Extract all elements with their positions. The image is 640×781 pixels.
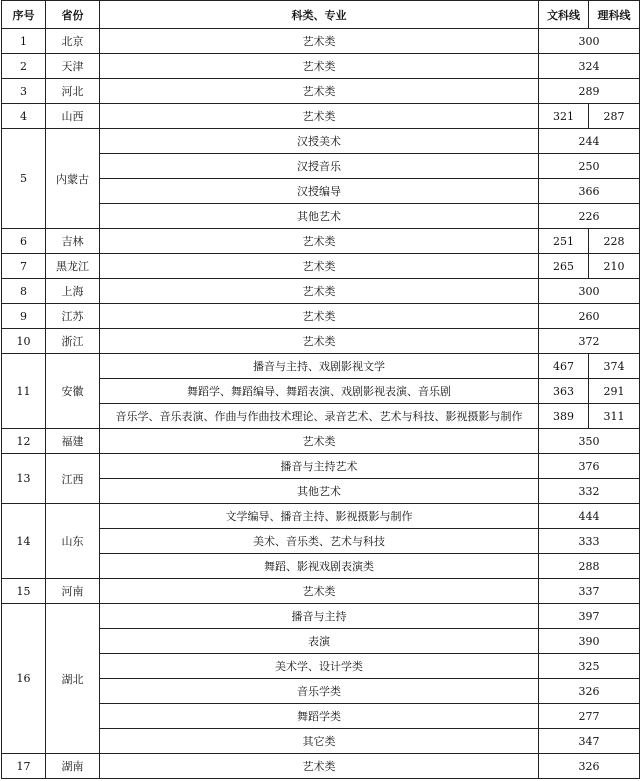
row-index: 3 xyxy=(2,79,46,104)
row-index: 2 xyxy=(2,54,46,79)
category-cell: 汉授美术 xyxy=(100,129,539,154)
row-index: 14 xyxy=(2,504,46,579)
score-cell: 366 xyxy=(539,179,640,204)
table-row xyxy=(2,754,640,779)
score-cell: 350 xyxy=(539,429,640,454)
category-cell: 艺术类 xyxy=(100,104,539,129)
category-cell: 其他艺术 xyxy=(100,479,539,504)
table-row xyxy=(2,504,640,529)
arts-score-cell: 321 xyxy=(539,104,589,129)
table-row xyxy=(2,579,640,604)
score-cell: 337 xyxy=(539,579,640,604)
score-cell: 250 xyxy=(539,154,640,179)
province-cell: 黑龙江 xyxy=(46,254,100,279)
table-body xyxy=(2,29,640,779)
table-row xyxy=(2,54,640,79)
category-cell: 艺术类 xyxy=(100,279,539,304)
category-cell: 艺术类 xyxy=(100,579,539,604)
category-cell: 美术、音乐类、艺术与科技 xyxy=(100,529,539,554)
province-cell: 江苏 xyxy=(46,304,100,329)
category-cell: 其它类 xyxy=(100,729,539,754)
row-index: 17 xyxy=(2,754,46,779)
table-row xyxy=(2,604,640,629)
table-row xyxy=(2,104,640,129)
category-cell: 表演 xyxy=(100,629,539,654)
score-cell: 324 xyxy=(539,54,640,79)
category-cell: 播音与主持、戏剧影视文学 xyxy=(100,354,539,379)
category-cell: 艺术类 xyxy=(100,329,539,354)
category-cell: 其他艺术 xyxy=(100,204,539,229)
province-cell: 湖南 xyxy=(46,754,100,779)
row-index: 6 xyxy=(2,229,46,254)
province-cell: 北京 xyxy=(46,29,100,54)
score-cell: 333 xyxy=(539,529,640,554)
science-score-cell: 228 xyxy=(589,229,640,254)
row-index: 4 xyxy=(2,104,46,129)
category-cell: 艺术类 xyxy=(100,429,539,454)
category-cell: 艺术类 xyxy=(100,229,539,254)
province-cell: 河北 xyxy=(46,79,100,104)
row-index: 12 xyxy=(2,429,46,454)
score-cell: 277 xyxy=(539,704,640,729)
province-cell: 山东 xyxy=(46,504,100,579)
arts-score-cell: 265 xyxy=(539,254,589,279)
score-cell: 397 xyxy=(539,604,640,629)
table-row xyxy=(2,279,640,304)
category-cell: 播音与主持艺术 xyxy=(100,454,539,479)
row-index: 11 xyxy=(2,354,46,429)
category-cell: 艺术类 xyxy=(100,254,539,279)
province-cell: 内蒙古 xyxy=(46,129,100,229)
table-row xyxy=(2,429,640,454)
score-cell: 390 xyxy=(539,629,640,654)
category-cell: 音乐学、音乐表演、作曲与作曲技术理论、录音艺术、艺术与科技、影视摄影与制作 xyxy=(100,404,539,429)
score-cell: 444 xyxy=(539,504,640,529)
science-score-cell: 311 xyxy=(589,404,640,429)
category-cell: 艺术类 xyxy=(100,304,539,329)
header-arts: 文科线 xyxy=(539,1,589,29)
score-cell: 372 xyxy=(539,329,640,354)
header-index: 序号 xyxy=(2,1,46,29)
science-score-cell: 291 xyxy=(589,379,640,404)
category-cell: 播音与主持 xyxy=(100,604,539,629)
table-row xyxy=(2,329,640,354)
row-index: 5 xyxy=(2,129,46,229)
category-cell: 舞蹈、影视戏剧表演类 xyxy=(100,554,539,579)
category-cell: 汉授编导 xyxy=(100,179,539,204)
arts-score-cell: 251 xyxy=(539,229,589,254)
header-science: 理科线 xyxy=(589,1,640,29)
score-cell: 288 xyxy=(539,554,640,579)
arts-score-cell: 363 xyxy=(539,379,589,404)
score-cell: 376 xyxy=(539,454,640,479)
score-table xyxy=(1,0,640,779)
arts-score-cell: 389 xyxy=(539,404,589,429)
table-row xyxy=(2,229,640,254)
province-cell: 湖北 xyxy=(46,604,100,754)
row-index: 7 xyxy=(2,254,46,279)
table-row xyxy=(2,254,640,279)
province-cell: 福建 xyxy=(46,429,100,454)
science-score-cell: 287 xyxy=(589,104,640,129)
row-index: 9 xyxy=(2,304,46,329)
table-row xyxy=(2,79,640,104)
arts-score-cell: 467 xyxy=(539,354,589,379)
score-cell: 300 xyxy=(539,29,640,54)
row-index: 8 xyxy=(2,279,46,304)
science-score-cell: 374 xyxy=(589,354,640,379)
row-index: 10 xyxy=(2,329,46,354)
category-cell: 艺术类 xyxy=(100,29,539,54)
category-cell: 文学编导、播音主持、影视摄影与制作 xyxy=(100,504,539,529)
score-cell: 289 xyxy=(539,79,640,104)
table-row xyxy=(2,354,640,379)
row-index: 16 xyxy=(2,604,46,754)
province-cell: 河南 xyxy=(46,579,100,604)
header-row xyxy=(2,1,640,29)
row-index: 15 xyxy=(2,579,46,604)
row-index: 1 xyxy=(2,29,46,54)
score-cell: 326 xyxy=(539,754,640,779)
header-category: 科类、专业 xyxy=(100,1,539,29)
province-cell: 浙江 xyxy=(46,329,100,354)
score-cell: 300 xyxy=(539,279,640,304)
score-cell: 244 xyxy=(539,129,640,154)
category-cell: 舞蹈学类 xyxy=(100,704,539,729)
province-cell: 吉林 xyxy=(46,229,100,254)
province-cell: 江西 xyxy=(46,454,100,504)
row-index: 13 xyxy=(2,454,46,504)
category-cell: 美术学、设计学类 xyxy=(100,654,539,679)
score-cell: 332 xyxy=(539,479,640,504)
score-cell: 347 xyxy=(539,729,640,754)
province-cell: 安徽 xyxy=(46,354,100,429)
category-cell: 音乐学类 xyxy=(100,679,539,704)
category-cell: 艺术类 xyxy=(100,754,539,779)
score-cell: 260 xyxy=(539,304,640,329)
table-row xyxy=(2,129,640,154)
category-cell: 舞蹈学、舞蹈编导、舞蹈表演、戏剧影视表演、音乐剧 xyxy=(100,379,539,404)
score-cell: 325 xyxy=(539,654,640,679)
province-cell: 上海 xyxy=(46,279,100,304)
table-row xyxy=(2,304,640,329)
category-cell: 艺术类 xyxy=(100,79,539,104)
table-row xyxy=(2,29,640,54)
header-province: 省份 xyxy=(46,1,100,29)
score-cell: 326 xyxy=(539,679,640,704)
category-cell: 汉授音乐 xyxy=(100,154,539,179)
science-score-cell: 210 xyxy=(589,254,640,279)
province-cell: 山西 xyxy=(46,104,100,129)
province-cell: 天津 xyxy=(46,54,100,79)
category-cell: 艺术类 xyxy=(100,54,539,79)
score-cell: 226 xyxy=(539,204,640,229)
table-row xyxy=(2,454,640,479)
